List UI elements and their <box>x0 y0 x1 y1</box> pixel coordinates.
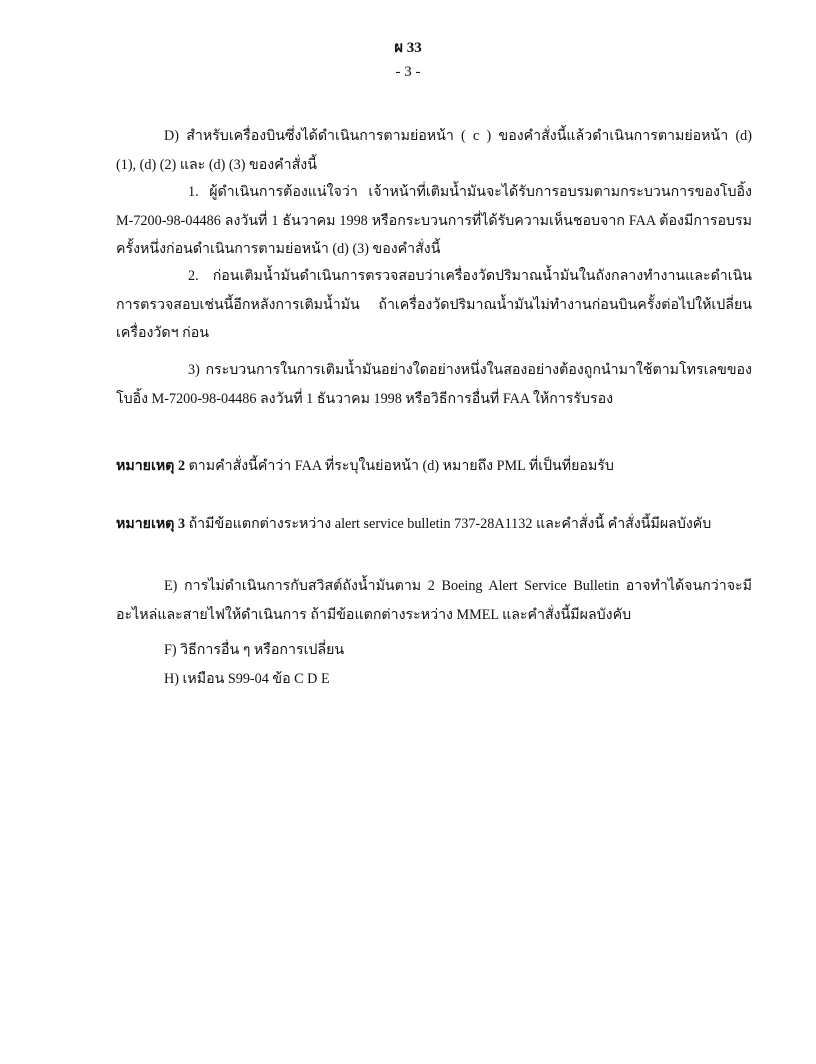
page-number: - 3 - <box>395 64 421 80</box>
note-3-text: ถ้ามีข้อแตกต่างระหว่าง alert service bulletin 737-28A1132 และคำสั่งนี้ คำสั่งนี้มีผลบังคับ <box>185 516 712 532</box>
sub-item-3-paragraph: 3) กระบวนการในการเติมน้ำมันอย่างใดอย่างหนึ่งในสองอย่างต้องถูกนำมาใช้ตามโทรเลขของโบอิ้ง M-7200-98-04486 ลงวันที่ 1 ธันวาคม 1998 หรือวิธีการอื่นที่ FAA ให้การรับรอง <box>116 362 752 407</box>
item-e-paragraph: E) การไม่ดำเนินการกับสวิสต์ถังน้ำมันตาม 2 Boeing Alert Service Bulletin อาจทำได้จนกว่าจะมีอะไหล่และสายไฟให้ดำเนินการ ถ้ามีข้อแตกต่างระหว่าง MMEL และคำสั่งนี้มีผลบังคับ <box>116 578 752 623</box>
sub-item-1-paragraph: 1. ผู้ดำเนินการต้องแน่ใจว่า เจ้าหน้าที่เติมน้ำมันจะได้รับการอบรมตามกระบวนการของโบอิ้ง M-7200-98-04486 ลงวันที่ 1 ธันวาคม 1998 หรือกระบวนการที่ได้รับความเห็นชอบจาก FAA ต้องมีการอบรมครั้งหนึ่งก่อนดำเนินการตามย่อหน้า (d) (3) ของคำสั่งนี้ <box>116 184 752 257</box>
item-f-line: F) วิธีการอื่น ๆ หรือการเปลี่ยน <box>164 642 345 658</box>
item-d-paragraph: D) สำหรับเครื่องบินซึ่งได้ดำเนินการตามย่อหน้า ( c ) ของคำสั่งนี้แล้วดำเนินการตามย่อหน้า (d) (1), (d) (2) และ (d) (3) ของคำสั่งนี้ <box>116 128 752 173</box>
note-3 <box>116 510 752 539</box>
note-2 <box>116 452 752 481</box>
sub-item-2-paragraph: 2. ก่อนเติมน้ำมันดำเนินการตรวจสอบว่าเครื่องวัดปริมาณน้ำมันในถังกลางทำงานและดำเนินการตรวจสอบเช่นนี้อีกหลังการเติมน้ำมัน ถ้าเครื่องวัดปริมาณน้ำมันไม่ทำงานก่อนบินครั้งต่อไปให้เปลี่ยนเครื่องวัดฯ ก่อน <box>116 268 752 341</box>
item-h-line: H) เหมือน S99-04 ข้อ C D E <box>164 671 330 687</box>
note-2-text: ตามคำสั่งนี้คำว่า FAA ที่ระบุในย่อหน้า (d) หมายถึง PML ที่เป็นที่ยอมรับ <box>185 458 614 474</box>
document-code: ผ 33 <box>394 40 422 56</box>
note-2-label: หมายเหตุ 2 <box>116 458 186 474</box>
note-3-label: หมายเหตุ 3 <box>116 516 186 532</box>
